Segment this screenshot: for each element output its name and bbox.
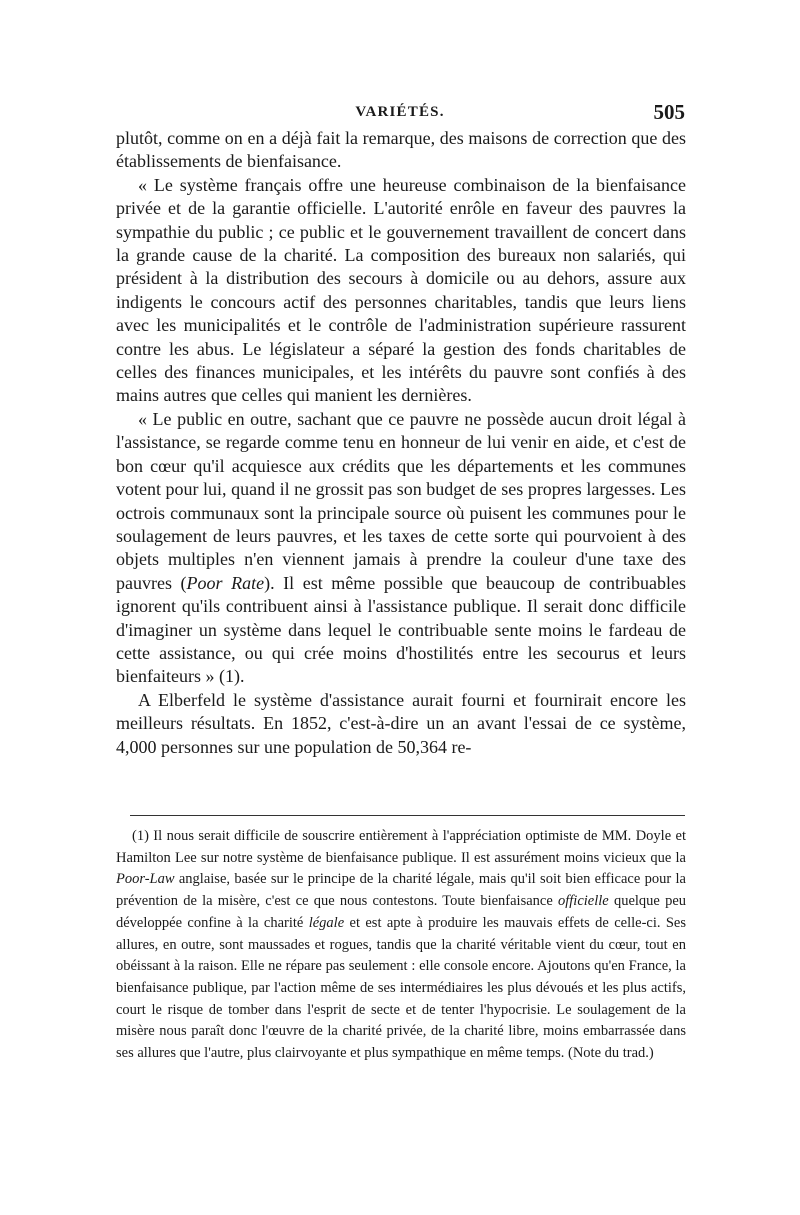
footnote-divider bbox=[130, 815, 685, 816]
page-number: 505 bbox=[653, 100, 685, 124]
text-segment: « Le public en outre, sachant que ce pauvre ne possède aucun droit légal à l'assistance, se regarde comme tenu en honneur de lui venir en aide, et c'est de bon cœur qu'il acquiesce aux crédits que les départements et les communes votent pour lui, quand il ne grossit pas son budget de ses propres largesses. Les octrois communaux sont la principale source où puisent les communes pour le soulagement de leurs pauvres, et les taxes de cette sorte qui pourvoient à des objets multiples n'en viennent jamais à prendre la couleur d'une taxe des pauvres ( bbox=[116, 408, 686, 593]
text-segment: quelque peu développée confine à la charité bbox=[116, 893, 686, 931]
main-text bbox=[116, 127, 686, 759]
paragraph bbox=[116, 408, 686, 689]
text-segment: (1) Il nous serait difficile de souscrire entièrement à l'appréciation optimiste de MM. Doyle et Hamilton Lee sur notre système de bienfaisance publique. Il est assurément moins vicieux que la bbox=[116, 828, 686, 866]
text-segment: A Elberfeld le système d'assistance aurait fourni et fournirait encore les meilleurs résultats. En 1852, c'est-à-dire un an avant l'essai de ce système, 4,000 personnes sur une population de 50,364 re- bbox=[116, 689, 686, 757]
paragraph bbox=[116, 127, 686, 174]
paragraph bbox=[116, 174, 686, 408]
text-segment: et est apte à produire les mauvais effets de celle-ci. Ses allures, en outre, sont maussades et rogues, tandis que la charité véritable vient du cœur, tout en obéissant à la raison. Elle ne répare pas seulement : elle console encore. Ajoutons qu'en France, la bienfaisance publique, par l'action même de ses intermédiaires les plus dévoués et les plus actifs, court le risque de tomber dans l'esprit de secte et de tenter l'hypocrisie. Le soulagement de la misère nous paraît donc l'œuvre de la charité privée, de la charité libre, moins embarrassée dans ses allures que l'autre, plus clairvoyante et plus sympathique en même temps. (Note du trad.) bbox=[116, 914, 687, 1062]
running-title: VARIÉTÉS. bbox=[355, 104, 445, 120]
footnote bbox=[116, 826, 686, 1065]
italic-term: Poor-Law bbox=[116, 871, 175, 888]
text-segment: ). Il est même possible que beaucoup de contribuables ignorent qu'ils contribuent ainsi à l'assistance publique. Il serait donc difficile d'imaginer un système dans lequel le contribuable sente moins le fardeau de cette assistance, ou qui crée moins d'hostilités entre les secourus et leurs bienfaiteurs » (1). bbox=[116, 572, 686, 687]
italic-term: officielle bbox=[558, 893, 609, 910]
paragraph bbox=[116, 689, 686, 759]
text-segment: « Le système français offre une heureuse combinaison de la bienfaisance privée et de la garantie officielle. L'autorité enrôle en faveur des pauvres la sympathie du public ; ce public et le gouvernement travaillent de concert dans la grande cause de la charité. La composition des bureaux non salariés, qui président à la distribution des secours à domicile ou au dehors, assure aux indigents le concours actif des personnes charitables, tandis que leurs liens avec les municipalités et le contrôle de l'administration supérieure rassurent contre les abus. Le législateur a séparé la gestion des fonds charitables de celles des finances municipales, et les intérêts du pauvre sont confiés à des mains autres que celles qui manient les dernières. bbox=[116, 174, 686, 406]
footnotes bbox=[116, 826, 686, 1065]
text-segment: plutôt, comme on en a déjà fait la remarque, des maisons de correction que des établissements de bienfaisance. bbox=[116, 128, 686, 172]
italic-term: légale bbox=[308, 914, 345, 931]
page-header bbox=[115, 100, 685, 126]
italic-term: Poor Rate bbox=[186, 572, 265, 593]
text-segment: anglaise, basée sur le principe de la charité légale, mais qu'il soit bien efficace pour la prévention de la misère, c'est ce que nous contestons. Toute bienfaisance bbox=[116, 871, 686, 910]
